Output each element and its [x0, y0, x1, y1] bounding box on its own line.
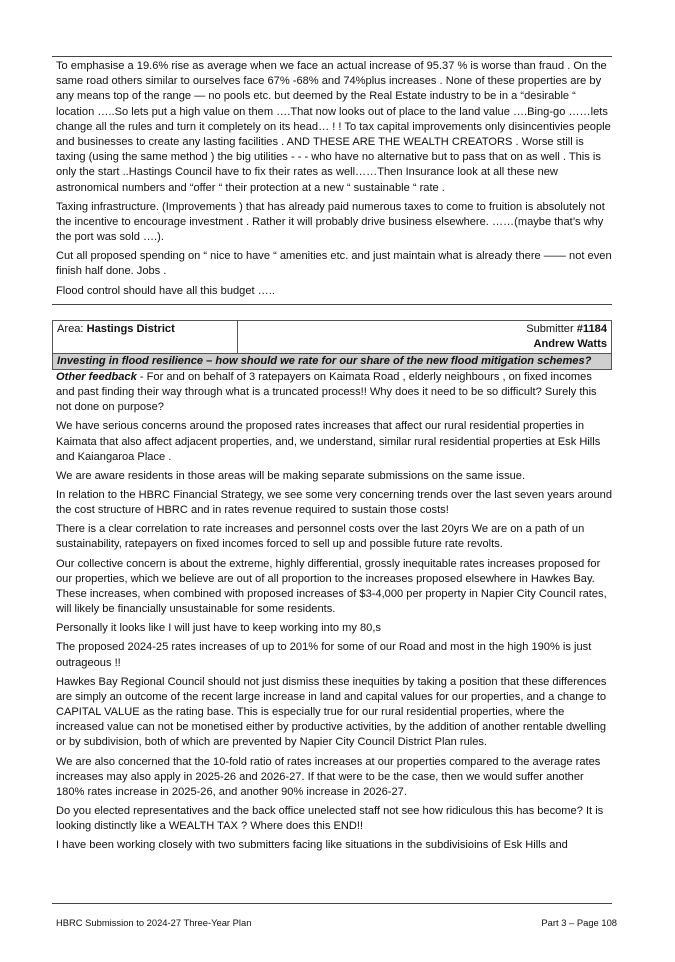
footer-rule [52, 903, 612, 904]
submitter-cell [238, 320, 612, 353]
paragraph: Hawkes Bay Regional Council should not just dismiss these inequities by taking a position that these differences are simply an outcome of the recent large increase in land and capital values for our properties, and a change to CAPITAL VALUE as the rating base. This is especially true for our rural residential properties, where the increased value can not be monetised either by productive activities, by the addition of another rentable dwelling or by subdivision, both of which are prevented by Napier City Council District Plan rules. [56, 675, 607, 749]
page-footer [56, 917, 617, 928]
area-value: Hastings District [86, 322, 175, 335]
submitter-label: Submitter [526, 322, 577, 335]
document-page [52, 56, 612, 857]
feedback-label: Other feedback [56, 370, 137, 383]
submitter-number: #1184 [576, 322, 607, 335]
feedback-text: - For and on behalf of 3 ratepayers on Kaimata Road , elderly neighbours , on fixed incomes and past finding their way through what is a truncated process!! Why does it need to be so difficult? Surely this not done on purpose? [56, 370, 597, 414]
paragraph: We have serious concerns around the proposed rates increases that affect our rural residential properties in Kaimata that also affect adjacent properties, and, we understand, similar rural residential properties at Esk Hills and Kaiangaroa Place . [56, 420, 601, 463]
submission-body [52, 370, 612, 854]
paragraph: The proposed 2024-25 rates increases of up to 201% for some of our Road and most in the high 190% is just outrageous !! [56, 641, 592, 669]
submission-header [52, 320, 612, 354]
paragraph: We are also concerned that the 10-fold ratio of rates increases at our properties compared to the average rates increases may also apply in 2025-26 and 2026-27. If that were to be the case, then we would suffer another 180% rates increase in 2025-26, and another 90% increase in 2026-27. [56, 755, 601, 798]
previous-submission-text [52, 59, 612, 304]
paragraph: To emphasise a 19.6% rise as average when we face an actual increase of 95.37 % is worse than fraud . On the same road others similar to ourselves face 67% -68% and 74%plus increases . None of these properties are by any means top of the range — no pools etc. but deemed by the Real Estate industry to be in a “desirable “ location …..So lets put a high value on them ….That now looks out of place to the land value ….Bing-go ……lets change all the rules and turn it completely on its head… ! ! To tax capital improvements only disincentivies people and businesses to create any lasting facilities . AND THESE ARE THE WEALTH CREATORS . Worse still is taxing (using the same method ) the big utilities - - - who have no alternative but to pass that on as well . This is only the start ..Hastings Council have to fix their rates as well……Then Insurance look at all these new astronomical numbers and “offer “ their protection at a new “ sustainable “ rate . [56, 60, 611, 194]
footer-title: HBRC Submission to 2024-27 Three-Year Plan [56, 917, 252, 928]
paragraph: Personally it looks like I will just have to keep working into my 80,s [56, 622, 381, 635]
paragraph: There is a clear correlation to rate increases and personnel costs over the last 20yrs We are on a path of un sustainability, ratepayers on fixed incomes forced to sell up and possible future rate revolts. [56, 523, 585, 551]
area-cell [53, 320, 238, 353]
paragraph: I have been working closely with two submitters facing like situations in the subdivisioins of Esk Hills and [56, 839, 568, 852]
paragraph: Flood control should have all this budget ….. [56, 284, 275, 297]
paragraph [56, 370, 612, 416]
paragraph: Cut all proposed spending on “ nice to have “ amenities etc. and just maintain what is already there —— not even finish half done. Jobs . [56, 250, 612, 278]
paragraph: Do you elected representatives and the back office unelected staff not see how ridiculous this has become? It is looking distinctly like a WEALTH TAX ? Where does this END!! [56, 805, 604, 833]
paragraph: We are aware residents in those areas will be making separate submissions on the same issue. [56, 469, 526, 482]
paragraph: Our collective concern is about the extreme, highly differential, grossly inequitable rates increases proposed for our properties, which we believe are out of all proportion to the increases proposed elsewhere in Hawkes Bay. These increases, when combined with proposed increases of $3-4,000 per property in Napier City Council rates, will likely be financially unsustainable for some residents. [56, 557, 607, 616]
area-label: Area: [57, 322, 87, 335]
paragraph: In relation to the HBRC Financial Strategy, we see some very concerning trends over the last seven years around the cost structure of HBRC and in rates revenue required to sustain those costs! [56, 488, 612, 517]
paragraph: Taxing infrastructure. (Improvements ) that has already paid numerous taxes to come to fruition is absolutely not the incentive to encourage investment . Rather it will probably drive business elsewhere. ……(maybe that’s why the port was sold ….). [56, 200, 605, 244]
page-number: Part 3 – Page 108 [541, 917, 617, 928]
submitter-name: Andrew Watts [533, 337, 607, 350]
question-banner: Investing in flood resilience – how should we rate for our share of the new flood mitigation schemes? [52, 354, 612, 370]
top-rule [52, 56, 612, 57]
